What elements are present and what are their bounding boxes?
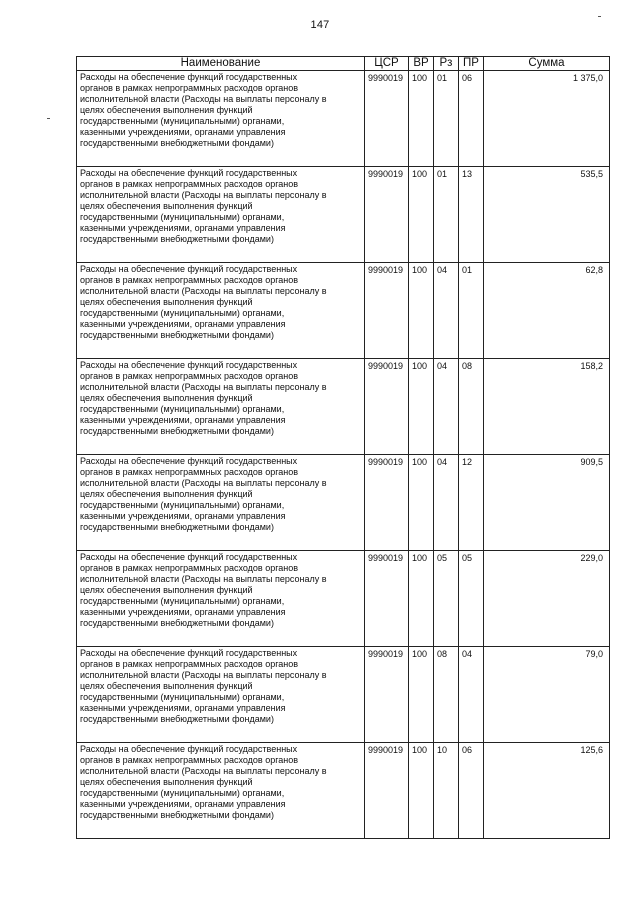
cell-pr: 04 (459, 647, 484, 743)
cell-name: Расходы на обеспечение функций государственных органов в рамках непрограммных расходов органов исполнительной власти (Расходы на выплаты персоналу в целях обеспечения выполнения функций государственными (муниципальными) органами, казенными учреждениями, органами управления государственными внебюджетными фондами) (77, 263, 365, 359)
cell-name: Расходы на обеспечение функций государственных органов в рамках непрограммных расходов органов исполнительной власти (Расходы на выплаты персоналу в целях обеспечения выполнения функций государственными (муниципальными) органами, казенными учреждениями, органами управления государственными внебюджетными фондами) (77, 167, 365, 263)
cell-vr: 100 (409, 263, 434, 359)
cell-name: Расходы на обеспечение функций государственных органов в рамках непрограммных расходов органов исполнительной власти (Расходы на выплаты персоналу в целях обеспечения выполнения функций государственными (муниципальными) органами, казенными учреждениями, органами управления государственными внебюджетными фондами) (77, 71, 365, 167)
cell-sum: 535,5 (484, 167, 610, 263)
table-row (77, 263, 610, 359)
cell-sum: 125,6 (484, 743, 610, 839)
header-name: Наименование (77, 57, 365, 71)
scan-speck (47, 118, 50, 119)
cell-name: Расходы на обеспечение функций государственных органов в рамках непрограммных расходов органов исполнительной власти (Расходы на выплаты персоналу в целях обеспечения выполнения функций государственными (муниципальными) органами, казенными учреждениями, органами управления государственными внебюджетными фондами) (77, 743, 365, 839)
cell-sum: 79,0 (484, 647, 610, 743)
cell-csr: 9990019 (365, 455, 409, 551)
budget-table (76, 56, 610, 839)
cell-rz: 04 (434, 263, 459, 359)
header-sum: Сумма (484, 57, 610, 71)
table-row (77, 455, 610, 551)
cell-pr: 06 (459, 743, 484, 839)
cell-vr: 100 (409, 71, 434, 167)
table-row (77, 551, 610, 647)
cell-name: Расходы на обеспечение функций государственных органов в рамках непрограммных расходов органов исполнительной власти (Расходы на выплаты персоналу в целях обеспечения выполнения функций государственными (муниципальными) органами, казенными учреждениями, органами управления государственными внебюджетными фондами) (77, 647, 365, 743)
cell-vr: 100 (409, 743, 434, 839)
cell-name: Расходы на обеспечение функций государственных органов в рамках непрограммных расходов органов исполнительной власти (Расходы на выплаты персоналу в целях обеспечения выполнения функций государственными (муниципальными) органами, казенными учреждениями, органами управления государственными внебюджетными фондами) (77, 359, 365, 455)
cell-pr: 06 (459, 71, 484, 167)
cell-pr: 05 (459, 551, 484, 647)
cell-vr: 100 (409, 647, 434, 743)
cell-rz: 01 (434, 71, 459, 167)
scan-speck (598, 16, 601, 17)
table-row (77, 71, 610, 167)
cell-pr: 12 (459, 455, 484, 551)
cell-sum: 909,5 (484, 455, 610, 551)
cell-csr: 9990019 (365, 71, 409, 167)
cell-pr: 01 (459, 263, 484, 359)
header-pr: ПР (459, 57, 484, 71)
cell-sum: 229,0 (484, 551, 610, 647)
cell-sum: 62,8 (484, 263, 610, 359)
table-row (77, 359, 610, 455)
cell-sum: 1 375,0 (484, 71, 610, 167)
cell-csr: 9990019 (365, 551, 409, 647)
cell-vr: 100 (409, 455, 434, 551)
cell-name: Расходы на обеспечение функций государственных органов в рамках непрограммных расходов органов исполнительной власти (Расходы на выплаты персоналу в целях обеспечения выполнения функций государственными (муниципальными) органами, казенными учреждениями, органами управления государственными внебюджетными фондами) (77, 551, 365, 647)
cell-csr: 9990019 (365, 743, 409, 839)
page-number: 147 (310, 19, 330, 31)
cell-vr: 100 (409, 167, 434, 263)
cell-pr: 13 (459, 167, 484, 263)
header-csr: ЦСР (365, 57, 409, 71)
cell-rz: 10 (434, 743, 459, 839)
cell-pr: 08 (459, 359, 484, 455)
table-header-row (77, 57, 610, 71)
cell-rz: 05 (434, 551, 459, 647)
table-row (77, 167, 610, 263)
cell-vr: 100 (409, 359, 434, 455)
cell-sum: 158,2 (484, 359, 610, 455)
cell-rz: 04 (434, 455, 459, 551)
cell-csr: 9990019 (365, 263, 409, 359)
budget-table-container (76, 56, 610, 839)
table-row (77, 647, 610, 743)
cell-rz: 01 (434, 167, 459, 263)
header-rz: Рз (434, 57, 459, 71)
cell-csr: 9990019 (365, 359, 409, 455)
cell-rz: 04 (434, 359, 459, 455)
cell-csr: 9990019 (365, 167, 409, 263)
header-vr: ВР (409, 57, 434, 71)
table-row (77, 743, 610, 839)
cell-name: Расходы на обеспечение функций государственных органов в рамках непрограммных расходов органов исполнительной власти (Расходы на выплаты персоналу в целях обеспечения выполнения функций государственными (муниципальными) органами, казенными учреждениями, органами управления государственными внебюджетными фондами) (77, 455, 365, 551)
cell-csr: 9990019 (365, 647, 409, 743)
cell-rz: 08 (434, 647, 459, 743)
cell-vr: 100 (409, 551, 434, 647)
